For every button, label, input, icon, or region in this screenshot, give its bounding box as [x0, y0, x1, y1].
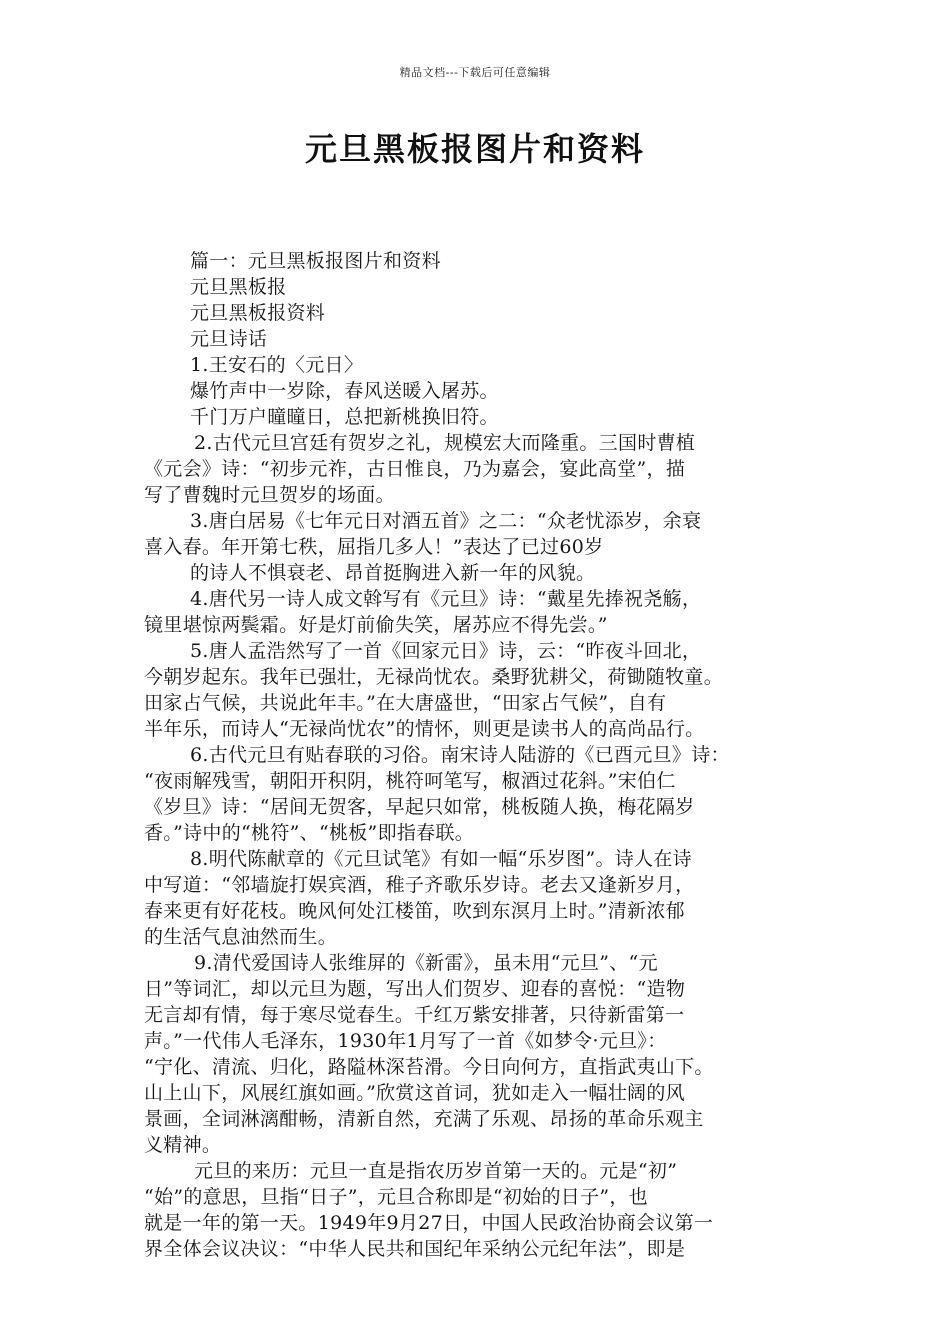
body-line: 义精神。: [144, 1134, 222, 1156]
body-line: 无言却有情，每于寒尽觉春生。千红万紫安排著，只待新雷第一: [144, 1004, 685, 1026]
body-line: 千门万户曈曈日，总把新桃换旧符。: [190, 406, 499, 428]
body-line: 爆竹声中一岁除，春风送暖入屠苏。: [190, 380, 499, 402]
body-line: 《岁旦》诗：“居间无贺客，早起只如常，桃板随人换，梅花隔岁: [144, 796, 695, 818]
body-line: 4.唐代另一诗人成文斡写有《元旦》诗：“戴星先捧祝尧觞，: [190, 588, 702, 610]
body-line: 的诗人不惧衰老、昂首挺胸进入新一年的风貌。: [190, 562, 596, 584]
body-line: 春来更有好花枝。晚风何处江楼笛，吹到东溟月上时。”清新浓郁: [144, 900, 685, 922]
body-line: 2.古代元旦宫廷有贺岁之礼，规模宏大而隆重。三国时曹植: [194, 432, 696, 454]
body-line: 声。”一代伟人毛泽东，1930年1月写了一首《如梦令·元旦》：: [144, 1030, 667, 1052]
body-line: 9.清代爱国诗人张维屏的《新雷》，虽未用“元旦”、“元: [194, 952, 658, 974]
page-header: 精品文档---下载后可任意编辑: [399, 66, 551, 79]
body-line: 日”等词汇，却以元旦为题，写出人们贺岁、迎春的喜悦：“造物: [144, 978, 686, 1000]
body-line: 山上山下，风展红旗如画。”欣赏这首词，犹如走入一幅壮阔的风: [144, 1082, 685, 1104]
body-line: 就是一年的第一天。1949年9月27日，中国人民政治协商会议第一: [144, 1212, 714, 1234]
document-body: [144, 248, 808, 1262]
body-line: “始”的意思，旦指“日子”，元旦合称即是“初始的日子”，也: [144, 1186, 648, 1208]
body-line: 中写道：“邻墙旋打娱宾酒，稚子齐歌乐岁诗。老去又逢新岁月，: [144, 874, 695, 896]
body-line: 3.唐白居易《七年元日对酒五首》之二：“众老忧添岁，余衰: [190, 510, 702, 532]
body-line: 元旦黑板报: [190, 276, 287, 298]
body-line: 1.王安石的〈元日〉: [190, 354, 364, 376]
body-line: “宁化、清流、归化，路隘林深苔滑。今日向何方，直指武夷山下。: [144, 1056, 714, 1078]
body-line: 8.明代陈献章的《元旦试笔》有如一幅“乐岁图”。诗人在诗: [190, 848, 692, 870]
body-line: 景画，全词淋漓酣畅，清新自然，充满了乐观、昂扬的革命乐观主: [144, 1108, 704, 1130]
body-line: 香。”诗中的“桃符”、“桃板”即指春联。: [144, 822, 475, 844]
body-line: 喜入春。年开第七秩，屈指几多人！”表达了已过60岁: [144, 536, 604, 558]
body-line: 界全体会议决议：“中华人民共和国纪年采纳公元纪年法”，即是: [144, 1238, 686, 1260]
body-line: 半年乐，而诗人“无禄尚忧农”的情怀，则更是读书人的高尚品行。: [144, 718, 705, 740]
body-line: 篇一：元旦黑板报图片和资料: [190, 250, 441, 272]
body-line: 田家占气候，共说此年丰。”在大唐盛世，“田家占气候”，自有: [144, 692, 667, 714]
body-line: 《元会》诗：“初步元祚，古日惟良，乃为嘉会，宴此高堂”，描: [144, 458, 686, 480]
body-line: 写了曹魏时元旦贺岁的场面。: [144, 484, 395, 506]
body-line: 的生活气息油然而生。: [144, 926, 338, 948]
body-line: 元旦诗话: [190, 328, 268, 350]
document-title: 元旦黑板报图片和资料: [304, 130, 645, 168]
body-line: 5.唐人孟浩然写了一首《回家元日》诗，云：“昨夜斗回北，: [190, 640, 702, 662]
body-line: 6.古代元旦有贴春联的习俗。南宋诗人陆游的《已酉元旦》诗：: [190, 744, 730, 766]
body-line: 今朝岁起东。我年已强壮，无禄尚忧农。桑野犹耕父，荷锄随牧童。: [144, 666, 724, 688]
body-line: 元旦黑板报资料: [190, 302, 326, 324]
body-line: 镜里堪惊两鬓霜。好是灯前偷失笑，屠苏应不得先尝。”: [144, 614, 608, 636]
body-line: 元旦的来历：元旦一直是指农历岁首第一天的。元是“初”: [194, 1160, 678, 1182]
body-line: “夜雨解残雪，朝阳开积阴，桃符呵笔写，椒酒过花斜。”宋伯仁: [144, 770, 676, 792]
